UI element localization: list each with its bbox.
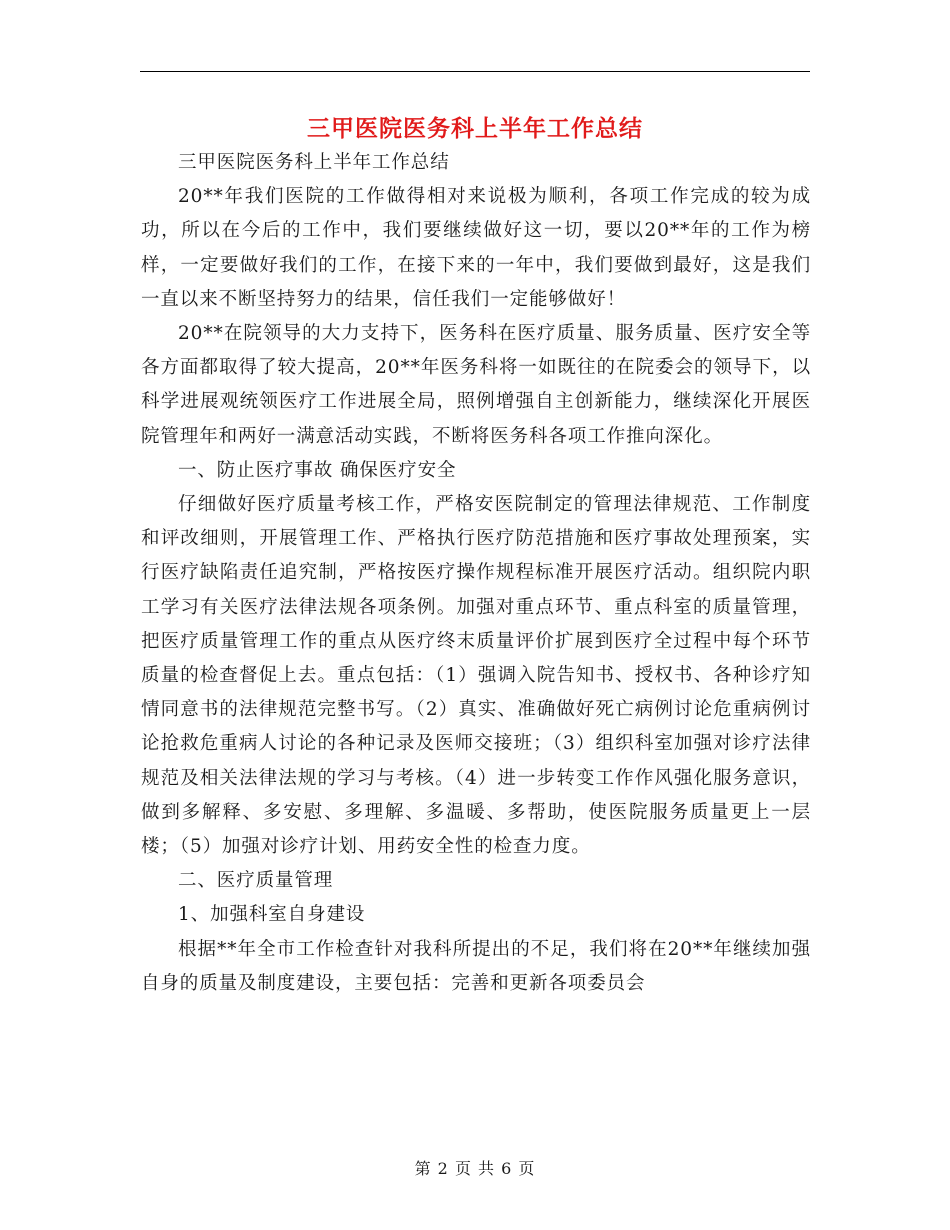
paragraph-overview: 20**在院领导的大力支持下，医务科在医疗质量、服务质量、医疗安全等各方面都取得了较大提高，20**年医务科将一如既往的在院委会的领导下，以科学进展观统领医疗工作进展全局，照例增强自主创新能力，继续深化开展医院管理年和两好一满意活动实践，不断将医务科各项工作推向深化。: [141, 323, 811, 447]
section-heading-1: 一、防止医疗事故 确保医疗安全: [178, 459, 457, 481]
paragraph-safety: 仔细做好医疗质量考核工作，严格安医院制定的管理法律规范、工作制度和评改细则，开展管理工作、严格执行医疗防范措施和医疗事故处理预案，实行医疗缺陷责任追究制，严格按医疗操作规程标准开展医疗活动。组织院内职工学习有关医疗法律法规各项条例。加强对重点环节、重点科室的质量管理，把医疗质量管理工作的重点从医疗终末质量评价扩展到医疗全过程中每个环节质量的检查督促上去。重点包括：（1）强调入院告知书、授权书、各种诊疗知情同意书的法律规范完整书写。（2）真实、准确做好死亡病例讨论危重病例讨论抢救危重病人讨论的各种记录及医师交接班；（3）组织科室加强对诊疗法律规范及相关法律法规的学习与考核。（4）进一步转变工作作风强化服务意识，做到多解释、多安慰、多理解、多温暖、多帮助，使医院服务质量更上一层楼；（5）加强对诊疗计划、用药安全性的检查力度。: [141, 494, 811, 858]
page-number: 第 2 页 共 6 页: [414, 1159, 536, 1178]
paragraph-intro: 20**年我们医院的工作做得相对来说极为顺利，各项工作完成的较为成功，所以在今后的工作中，我们要继续做好这一切，要以20**年的工作为榜样，一定要做好我们的工作，在接下来的一年中，我们要做到最好，这是我们一直以来不断坚持努力的结果，信任我们一定能够做好！: [141, 186, 811, 310]
paragraph-quality: 根据**年全市工作检查针对我科所提出的不足，我们将在20**年继续加强自身的质量及制度建设，主要包括：完善和更新各项委员会: [141, 938, 811, 994]
header-rule: [140, 71, 810, 72]
document-body: [141, 146, 811, 1001]
document-title: 三甲医院医务科上半年工作总结: [307, 115, 643, 142]
section-heading-2: 二、医疗质量管理: [178, 870, 334, 892]
subsection-heading-1: 1、加强科室自身建设: [178, 904, 366, 926]
paragraph-subtitle: 三甲医院医务科上半年工作总结: [178, 152, 450, 173]
